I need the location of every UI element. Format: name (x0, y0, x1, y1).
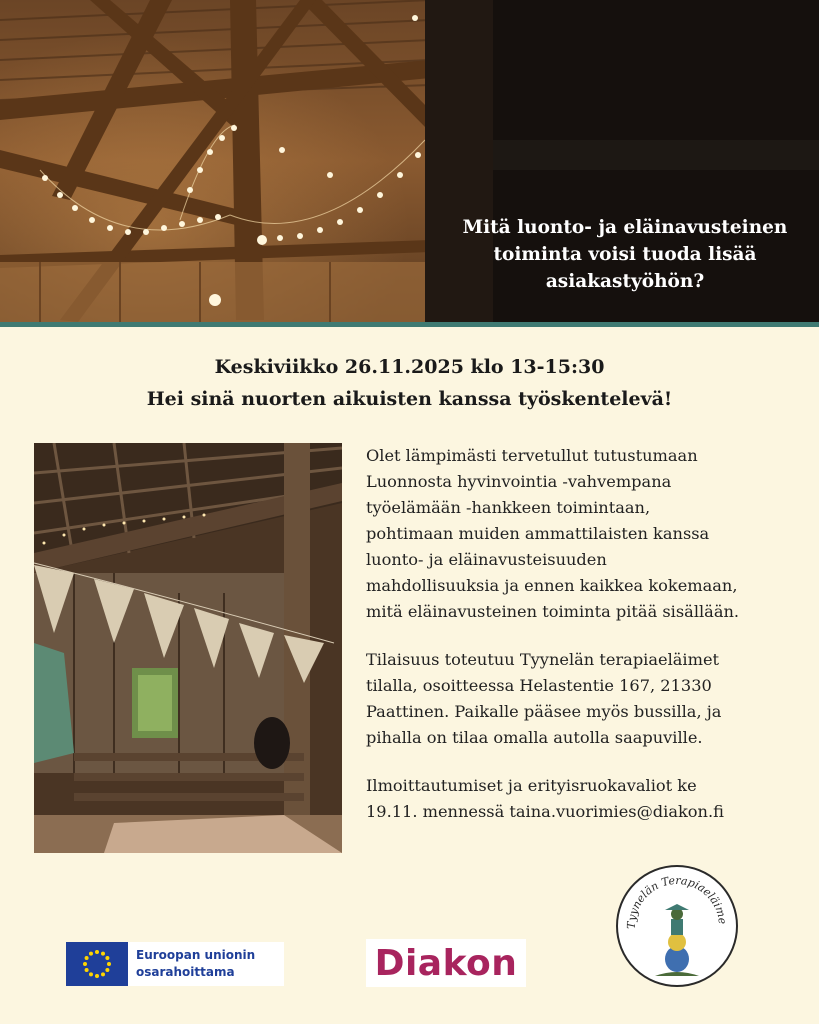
eu-text-line-1: Euroopan unionin (136, 948, 256, 962)
eu-cofunded-logo (66, 942, 284, 986)
eu-flag-icon (66, 942, 128, 986)
tyynela-farm-logo (615, 864, 739, 988)
eu-logo-text (136, 947, 255, 981)
farm-logo-text: Tyynelän Terapiaeläime (624, 873, 730, 929)
diakon-logo-text: Diakon (374, 942, 518, 984)
teal-divider (0, 322, 819, 327)
barn-stable-image (34, 443, 342, 853)
registration-paragraph: Ilmoittautumiset ja erityisruokavaliot ke 19.11. mennessä taina.vuorimies@diakon.fi (366, 776, 724, 821)
audience-headline: Hei sinä nuorten aikuisten kanssa työskentelevä! (146, 388, 673, 410)
intro-paragraph: Olet lämpimästi tervetullut tutustumaan Luonnosta hyvinvointia -vahvempana työelämään -hankkeen toimintaan, pohtimaan muiden ammattilaisten kanssa luonto- ja eläinavusteisuuden mahdollisuuksia ja ennen kaikkea kokemaan, mitä eläinavusteinen toiminta pitää sisällään. (366, 446, 740, 621)
hero-photo (0, 0, 819, 322)
barn-stable-photo (34, 443, 342, 853)
location-paragraph: Tilaisuus toteutuu Tyynelän terapiaeläimet tilalla, osoitteessa Helastentie 167, 21330 Paattinen. Paikalle pääsee myös bussilla, ja pihalla on tilaa omalla autolla saapuville. (366, 650, 722, 747)
hero-question: Mitä luonto- ja eläinavusteinen toiminta voisi tuoda lisää asiakastyöhön? (462, 217, 788, 292)
eu-text-line-2: osarahoittama (136, 965, 235, 979)
event-date-headline: Keskiviikko 26.11.2025 klo 13-15:30 (214, 356, 605, 378)
diakon-logo (366, 939, 526, 987)
event-description (366, 443, 806, 847)
